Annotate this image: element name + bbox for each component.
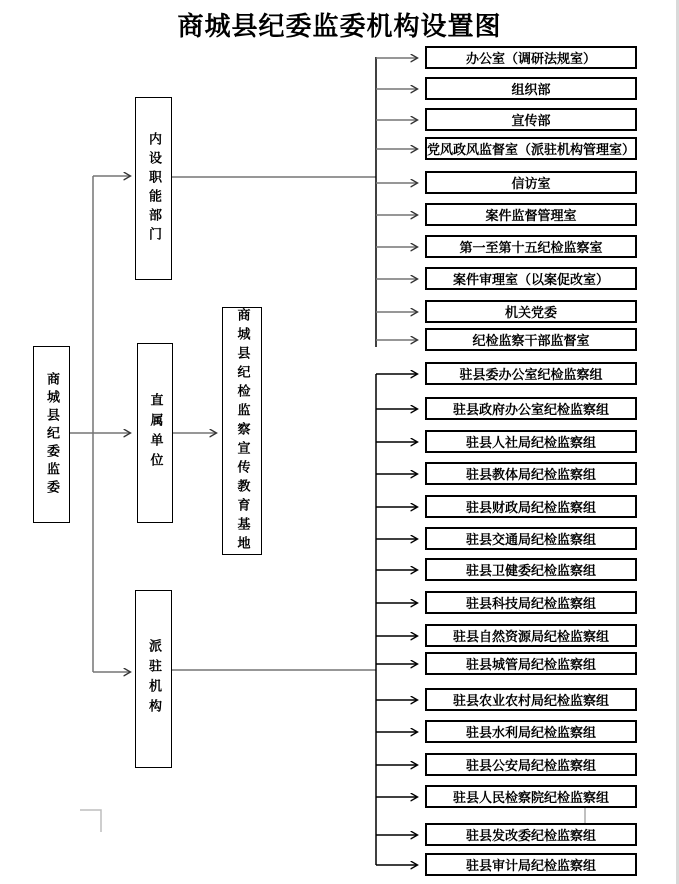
- internal-dept-box: [425, 328, 637, 351]
- dispatched-group-label: 驻县发改委纪检监察组: [465, 829, 596, 844]
- branch-dispatched-label: 派驻机构: [146, 639, 161, 719]
- dispatched-group-box: [425, 527, 637, 550]
- dispatched-group-label: 驻县人民检察院纪检监察组: [452, 791, 609, 806]
- dispatched-arrows: [376, 374, 417, 865]
- dispatched-group-label: 驻县城管局纪检监察组: [465, 658, 596, 673]
- dispatched-group-label: 驻县审计局纪检监察组: [465, 859, 596, 874]
- internal-arrows: [376, 58, 417, 340]
- internal-dept-box: [425, 203, 637, 226]
- internal-dept-box: [425, 300, 637, 323]
- internal-dept-box: [425, 77, 637, 100]
- dispatched-group-label: 驻县交通局纪检监察组: [465, 533, 596, 548]
- internal-dept-label: 组织部: [511, 83, 551, 98]
- dispatched-group-label: 驻县政府办公室纪检监察组: [452, 403, 609, 418]
- dispatched-group-label: 驻县农业农村局纪检监察组: [452, 694, 609, 709]
- internal-dept-label: 机关党委: [504, 306, 557, 321]
- internal-dept-box: [425, 46, 637, 69]
- dispatched-group-box: [425, 688, 637, 711]
- dispatched-group-box: [425, 430, 637, 453]
- org-root-box: [33, 346, 70, 523]
- dispatched-group-box: [425, 397, 637, 420]
- dispatched-group-box: [425, 362, 637, 385]
- org-root-label: 商城县纪委监委: [44, 371, 59, 498]
- dispatched-group-box: [425, 558, 637, 581]
- internal-dept-label: 信访室: [511, 177, 551, 192]
- branch-dispatched-box: [135, 590, 172, 768]
- dispatched-group-box: [425, 823, 637, 846]
- internal-dept-box: [425, 235, 637, 258]
- branch-internal-label: 内设职能部门: [146, 131, 161, 246]
- dispatched-group-box: [425, 495, 637, 518]
- direct-unit-label: 商城县纪检监察宣传教育基地: [234, 307, 250, 555]
- internal-dept-label: 案件审理室（以案促改室）: [452, 273, 609, 288]
- internal-dept-box: [425, 108, 637, 131]
- dispatched-group-box: [425, 753, 637, 776]
- direct-unit-box: [222, 307, 262, 555]
- internal-dept-label: 宣传部: [511, 114, 551, 129]
- internal-dept-label: 第一至第十五纪检监察室: [459, 241, 603, 256]
- dispatched-group-box: [425, 785, 637, 808]
- dispatched-group-label: 驻县人社局纪检监察组: [465, 436, 596, 451]
- dispatched-group-box: [425, 652, 637, 675]
- internal-dept-label: 案件监督管理室: [485, 209, 577, 224]
- dispatched-group-label: 驻县科技局纪检监察组: [465, 597, 596, 612]
- internal-dept-box: [425, 137, 637, 160]
- dispatched-group-label: 驻县财政局纪检监察组: [465, 501, 596, 516]
- branch-internal-box: [135, 97, 172, 280]
- dispatched-group-box: [425, 720, 637, 743]
- dispatched-group-box: [425, 853, 637, 876]
- branch-direct-label: 直属单位: [147, 393, 163, 473]
- page-title: 商城县纪委监委机构设置图: [177, 12, 502, 42]
- branch-direct-box: [137, 343, 173, 523]
- internal-dept-label: 纪检监察干部监督室: [472, 334, 590, 349]
- dispatched-group-label: 驻县公安局纪检监察组: [465, 759, 596, 774]
- internal-dept-label: 办公室（调研法规室）: [465, 52, 596, 67]
- dispatched-group-label: 驻县卫健委纪检监察组: [465, 564, 596, 579]
- dispatched-group-box: [425, 591, 637, 614]
- dispatched-group-label: 驻县自然资源局纪检监察组: [452, 630, 609, 645]
- dispatched-group-label: 驻县教体局纪检监察组: [465, 468, 596, 483]
- dispatched-group-label: 驻县水利局纪检监察组: [465, 726, 596, 741]
- dispatched-group-box: [425, 462, 637, 485]
- dispatched-group-box: [425, 624, 637, 647]
- internal-dept-box: [425, 267, 637, 290]
- internal-dept-box: [425, 171, 637, 194]
- internal-dept-label: 党风政风监督室（派驻机构管理室）: [427, 143, 636, 158]
- dispatched-group-label: 驻县委办公室纪检监察组: [459, 368, 603, 383]
